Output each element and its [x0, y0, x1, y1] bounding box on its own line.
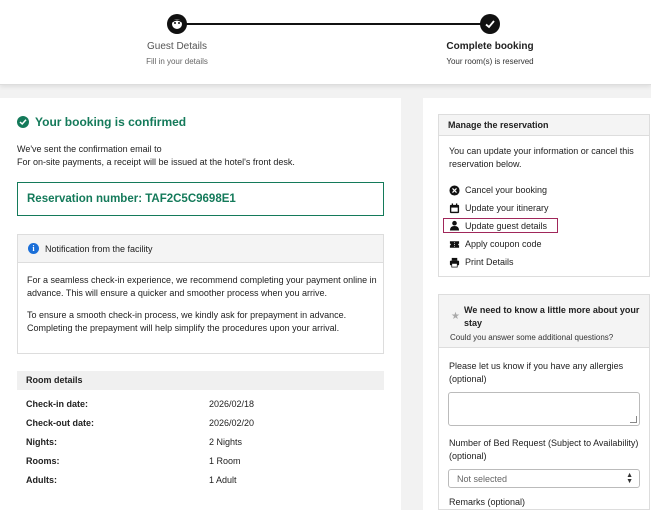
room-detail-label: Rooms:	[26, 456, 60, 466]
bed-request-label: Number of Bed Request (Subject to Availability) (optional)	[449, 438, 639, 461]
questions-header	[439, 295, 649, 348]
checkmark-icon	[484, 18, 496, 30]
remarks-label: Remarks (optional)	[449, 497, 526, 507]
booking-confirmation-panel	[0, 98, 401, 510]
step-guest-details-title: Guest Details	[146, 41, 208, 52]
questions-subtitle: Could you answer some additional questions?	[450, 333, 614, 342]
reservation-number-box	[17, 182, 384, 216]
facility-notification	[17, 234, 384, 354]
room-detail-value: 2026/02/20	[209, 418, 255, 428]
step-complete-title: Complete booking	[446, 41, 534, 52]
allergies-label: Please let us know if you have any allergies (optional)	[449, 361, 624, 384]
update-itinerary-label: Update your itinerary	[465, 203, 549, 213]
update-guest-details-label: Update guest details	[465, 220, 548, 231]
notification-paragraph-2: To ensure a smooth check-in process, we kindly ask for prepayment in advance. Completing the prepayment will help simplify the procedures upon your arrival.	[27, 310, 347, 333]
apply-coupon-link[interactable]	[449, 237, 542, 251]
face-icon	[171, 18, 183, 30]
room-detail-label: Nights:	[26, 437, 57, 447]
manage-reservation-description: You can update your information or cancel this reservation below.	[449, 146, 634, 169]
room-detail-value: 2026/02/18	[209, 399, 255, 409]
step-complete-indicator	[480, 14, 500, 34]
print-details-label: Print Details	[465, 257, 514, 267]
bed-request-selected: Not selected	[457, 474, 508, 484]
manage-reservation-title: Manage the reservation	[439, 115, 649, 136]
questions-title: We need to know a little more about your stay	[464, 305, 640, 328]
select-arrows-icon: ▲ ▼	[626, 472, 633, 485]
confirmation-header	[17, 115, 186, 129]
sidebar-panel	[423, 98, 651, 510]
receipt-info-text: For on-site payments, a receipt will be issued at the hotel's front desk.	[17, 157, 295, 167]
calendar-icon	[449, 203, 460, 214]
room-detail-value: 1 Room	[209, 456, 241, 466]
booking-stepper	[0, 0, 651, 85]
additional-questions-box	[438, 294, 650, 510]
cancel-icon	[449, 185, 460, 196]
email-sent-text: We've sent the confirmation email to	[17, 144, 162, 154]
person-icon	[449, 220, 460, 231]
cancel-booking-link[interactable]	[449, 183, 547, 197]
allergies-textarea[interactable]	[448, 392, 640, 426]
room-details-title: Room details	[17, 371, 384, 390]
check-circle-icon	[17, 116, 29, 128]
room-detail-label: Adults:	[26, 475, 57, 485]
notification-header	[18, 235, 383, 263]
stepper-line	[177, 23, 490, 25]
update-guest-details-link[interactable]	[443, 218, 558, 233]
confirmation-title: Your booking is confirmed	[35, 115, 187, 129]
room-detail-value: 1 Adult	[209, 475, 237, 485]
notification-title: Notification from the facility	[45, 243, 153, 254]
update-itinerary-link[interactable]	[449, 201, 549, 215]
ticket-icon	[449, 239, 460, 250]
step-guest-details-indicator	[167, 14, 187, 34]
step-guest-details-subtitle: Fill in your details	[146, 57, 208, 66]
bed-request-select[interactable]	[448, 469, 640, 488]
apply-coupon-label: Apply coupon code	[465, 239, 542, 249]
cancel-booking-label: Cancel your booking	[465, 185, 548, 195]
room-detail-label: Check-in date:	[26, 399, 89, 409]
reservation-number: Reservation number: TAF2C5C9698E1	[27, 193, 236, 205]
printer-icon	[449, 257, 460, 268]
manage-reservation-box	[438, 114, 650, 277]
info-icon: i	[28, 243, 39, 254]
step-complete-subtitle: Your room(s) is reserved	[446, 57, 534, 66]
room-detail-value: 2 Nights	[209, 437, 243, 447]
room-detail-label: Check-out date:	[26, 418, 95, 428]
print-details-link[interactable]	[449, 255, 514, 269]
star-icon: ★	[451, 311, 460, 322]
notification-paragraph-1: For a seamless check-in experience, we recommend completing your payment online in advance. This will ensure a quicker and smoother process when you arrive.	[27, 275, 377, 298]
